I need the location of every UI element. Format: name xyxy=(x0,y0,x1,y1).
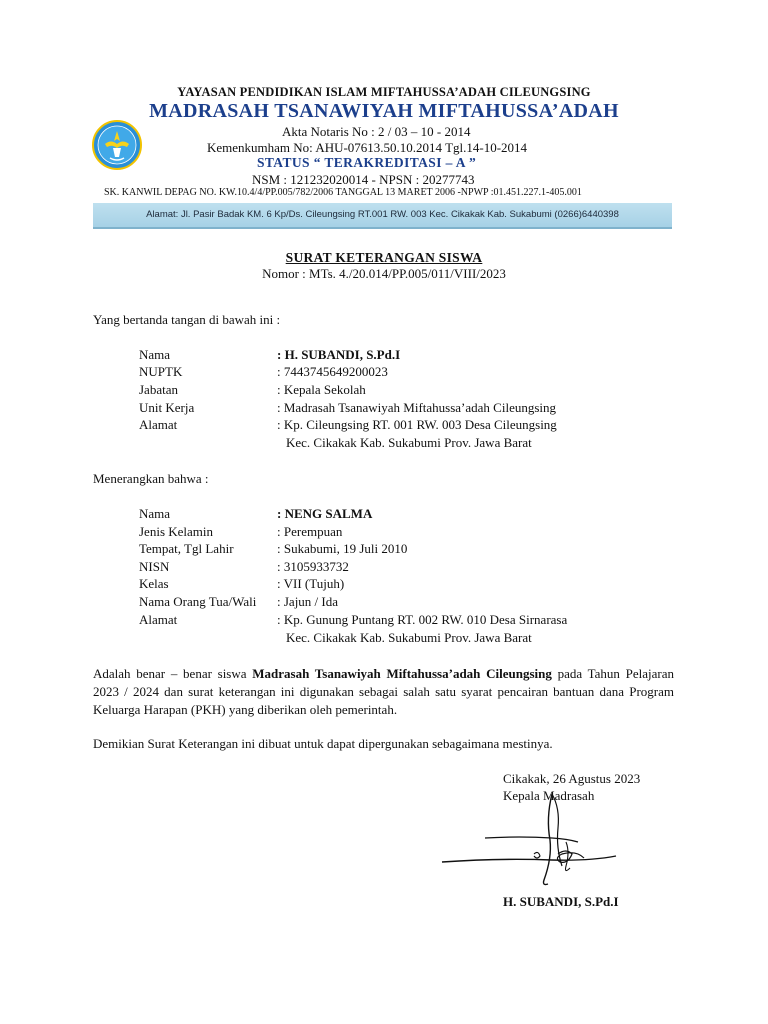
kemenkumham-number: Kemenkumham No: AHU-07613.50.10.2014 Tgl.14-10-2014 xyxy=(207,140,528,155)
field-value: : H. SUBANDI, S.Pd.I xyxy=(277,347,401,362)
statement-school-name: Madrasah Tsanawiyah Miftahussa’adah Cileungsing xyxy=(252,666,552,681)
field-value: : Madrasah Tsanawiyah Miftahussa’adah Cileungsing xyxy=(277,400,557,415)
field-value: : NENG SALMA xyxy=(277,506,373,521)
document-number: Nomor : MTs. 4./20.014/PP.005/011/VIII/2023 xyxy=(262,266,506,281)
tut-wuri-handayani-logo-icon xyxy=(92,120,142,170)
field-label: Alamat xyxy=(139,612,178,627)
field-label: NISN xyxy=(139,559,170,574)
field-value: : 3105933732 xyxy=(277,559,349,574)
field-label: Tempat, Tgl Lahir xyxy=(139,541,234,556)
field-value-continued: Kec. Cikakak Kab. Sukabumi Prov. Jawa Barat xyxy=(286,435,532,450)
place-date: Cikakak, 26 Agustus 2023 xyxy=(503,771,641,786)
field-value: : Sukabumi, 19 Juli 2010 xyxy=(277,541,408,556)
field-label: Unit Kerja xyxy=(139,400,195,415)
statement-paragraph xyxy=(93,665,674,719)
field-value-continued: Kec. Cikakak Kab. Sukabumi Prov. Jawa Barat xyxy=(286,630,532,645)
kanwil-decree: SK. KANWIL DEPAG NO. KW.10.4/4/PP.005/782/2006 TANGGAL 13 MARET 2006 -NPWP :01.451.227.1-405.001 xyxy=(104,187,582,198)
foundation-name: YAYASAN PENDIDIKAN ISLAM MIFTAHUSSA’ADAH CILEUNGSING xyxy=(177,85,591,99)
field-label: Nama xyxy=(139,506,171,521)
field-label: Jabatan xyxy=(139,382,178,397)
field-label: Nama Orang Tua/Wali xyxy=(139,594,257,609)
field-value: : Jajun / Ida xyxy=(277,594,339,609)
field-value: : Kp. Gunung Puntang RT. 002 RW. 010 Desa Sirnarasa xyxy=(277,612,568,627)
field-label: Jenis Kelamin xyxy=(139,524,214,539)
field-value: : Kepala Sekolah xyxy=(277,382,366,397)
field-value: : 7443745649200023 xyxy=(277,364,388,379)
signer-position: Kepala Madrasah xyxy=(503,788,595,803)
field-value: : Perempuan xyxy=(277,524,343,539)
school-address: Alamat: Jl. Pasir Badak KM. 6 Kp/Ds. Cileungsing RT.001 RW. 003 Kec. Cikakak Kab. Sukabumi (0266)6440398 xyxy=(146,209,619,220)
document-title: SURAT KETERANGAN SISWA xyxy=(285,250,483,265)
field-label: Kelas xyxy=(139,576,169,591)
field-label: Nama xyxy=(139,347,171,362)
signer-name: H. SUBANDI, S.Pd.I xyxy=(503,894,619,909)
declares-text: Menerangkan bahwa : xyxy=(93,471,209,486)
school-name: MADRASAH TSANAWIYAH MIFTAHUSSA’ADAH xyxy=(149,100,619,122)
accreditation-status: STATUS “ TERAKREDITASI – A ” xyxy=(257,155,477,170)
field-value: : VII (Tujuh) xyxy=(277,576,345,591)
nsm-npsn: NSM : 121232020014 - NPSN : 20277743 xyxy=(252,172,475,187)
field-label: NUPTK xyxy=(139,364,183,379)
address-bar xyxy=(93,203,672,229)
handwritten-signature xyxy=(440,788,620,898)
statement-text-continued: pada Tahun Pelajaran 2023 / 2024 dan surat keterangan ini digunakan sebagai salah satu syarat pencairan bantuan dana Program Keluarga Harapan (PKH) yang diberikan oleh pemerintah. xyxy=(93,666,674,717)
field-label: Alamat xyxy=(139,417,178,432)
statement-text: Adalah benar – benar siswa xyxy=(93,666,253,681)
field-value: : Kp. Cileungsing RT. 001 RW. 003 Desa Cileungsing xyxy=(277,417,557,432)
notary-deed: Akta Notaris No : 2 / 03 – 10 - 2014 xyxy=(282,124,471,139)
intro-text: Yang bertanda tangan di bawah ini : xyxy=(93,312,281,327)
closing-text: Demikian Surat Keterangan ini dibuat untuk dapat dipergunakan sebagaimana mestinya. xyxy=(93,736,553,751)
